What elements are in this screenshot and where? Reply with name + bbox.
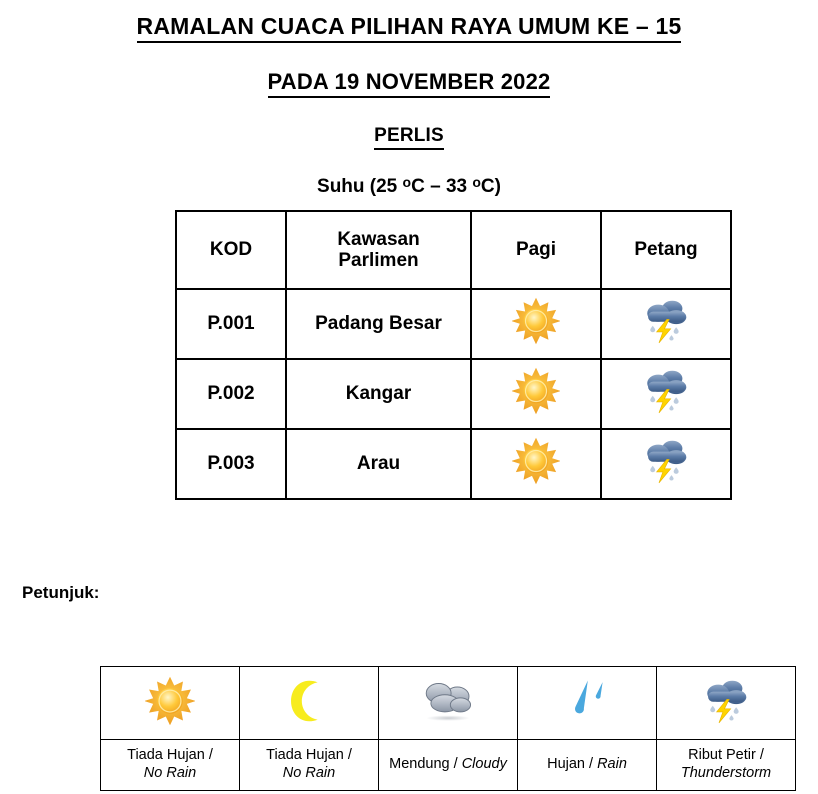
legend-text-cell	[657, 740, 796, 791]
legend-label-ms: Tiada Hujan /	[127, 747, 213, 764]
legend-label-ms: Tiada Hujan /	[266, 747, 352, 764]
column-header-area	[286, 211, 471, 289]
degree-symbol-high: o	[472, 174, 481, 190]
degree-symbol-low: o	[402, 174, 412, 190]
cloudy-icon	[420, 677, 476, 725]
column-header-kod: KOD	[176, 211, 286, 289]
table-row	[176, 359, 731, 429]
sun-icon	[512, 297, 560, 345]
page-title-line-2-text: PADA 19 NOVEMBER 2022	[268, 69, 551, 98]
legend-icon-cell	[518, 667, 657, 740]
page-title-line-2	[0, 69, 818, 98]
legend-label-en: Thunderstorm	[680, 765, 772, 781]
page-title-line-1	[0, 13, 818, 43]
legend-table-container	[100, 666, 796, 791]
cell-evening-weather	[601, 359, 731, 429]
temperature-range	[0, 176, 818, 198]
cell-morning-weather	[471, 429, 601, 499]
cell-kod: P.001	[176, 289, 286, 359]
legend-label-ms: Mendung /	[389, 756, 458, 773]
column-header-area-line2: Parlimen	[338, 250, 419, 271]
column-header-morning: Pagi	[471, 211, 601, 289]
legend-text-row	[101, 740, 796, 791]
legend-text-cell	[518, 740, 657, 791]
column-header-area-line1: Kawasan	[337, 228, 420, 250]
legend-text-cell	[101, 740, 240, 791]
temperature-middle: C – 33	[411, 176, 473, 197]
cell-morning-weather	[471, 359, 601, 429]
thunderstorm-icon	[641, 296, 691, 346]
legend-icon-row	[101, 667, 796, 740]
forecast-table	[175, 210, 732, 500]
thunderstorm-icon	[641, 366, 691, 416]
legend-label-ms: Ribut Petir /	[688, 747, 764, 764]
temperature-prefix: Suhu (25	[317, 176, 403, 197]
temperature-suffix: C)	[480, 176, 501, 197]
state-name-text: PERLIS	[374, 125, 444, 150]
legend-text-cell	[240, 740, 379, 791]
thunderstorm-icon	[641, 436, 691, 486]
legend-label-en: No Rain	[143, 765, 197, 781]
rain-icon	[564, 677, 610, 725]
sun-icon	[145, 676, 195, 726]
legend-label-en: No Rain	[282, 765, 336, 781]
legend-icon-cell	[379, 667, 518, 740]
legend-icon-cell	[101, 667, 240, 740]
legend-icon-cell	[657, 667, 796, 740]
cell-evening-weather	[601, 289, 731, 359]
sun-icon	[512, 437, 560, 485]
legend-icon-cell	[240, 667, 379, 740]
legend-label-ms: Hujan /	[547, 756, 594, 773]
table-row	[176, 289, 731, 359]
legend-label-en: Rain	[597, 756, 627, 773]
cell-area: Kangar	[286, 359, 471, 429]
cell-area: Padang Besar	[286, 289, 471, 359]
moon-icon	[286, 678, 332, 724]
column-header-evening: Petang	[601, 211, 731, 289]
table-header-row	[176, 211, 731, 289]
cell-evening-weather	[601, 429, 731, 499]
cell-kod: P.002	[176, 359, 286, 429]
legend-table	[100, 666, 796, 791]
sun-icon	[512, 367, 560, 415]
legend-text-cell	[379, 740, 518, 791]
state-name	[0, 125, 818, 150]
forecast-table-container	[175, 210, 732, 500]
cell-area: Arau	[286, 429, 471, 499]
legend-label-en: Cloudy	[461, 756, 507, 773]
cell-kod: P.003	[176, 429, 286, 499]
page-title-line-1-text: RAMALAN CUACA PILIHAN RAYA UMUM KE – 15	[137, 13, 682, 43]
legend-label: Petunjuk:	[22, 583, 100, 602]
table-row	[176, 429, 731, 499]
document-header	[0, 0, 818, 198]
cell-morning-weather	[471, 289, 601, 359]
thunderstorm-icon	[701, 676, 751, 726]
